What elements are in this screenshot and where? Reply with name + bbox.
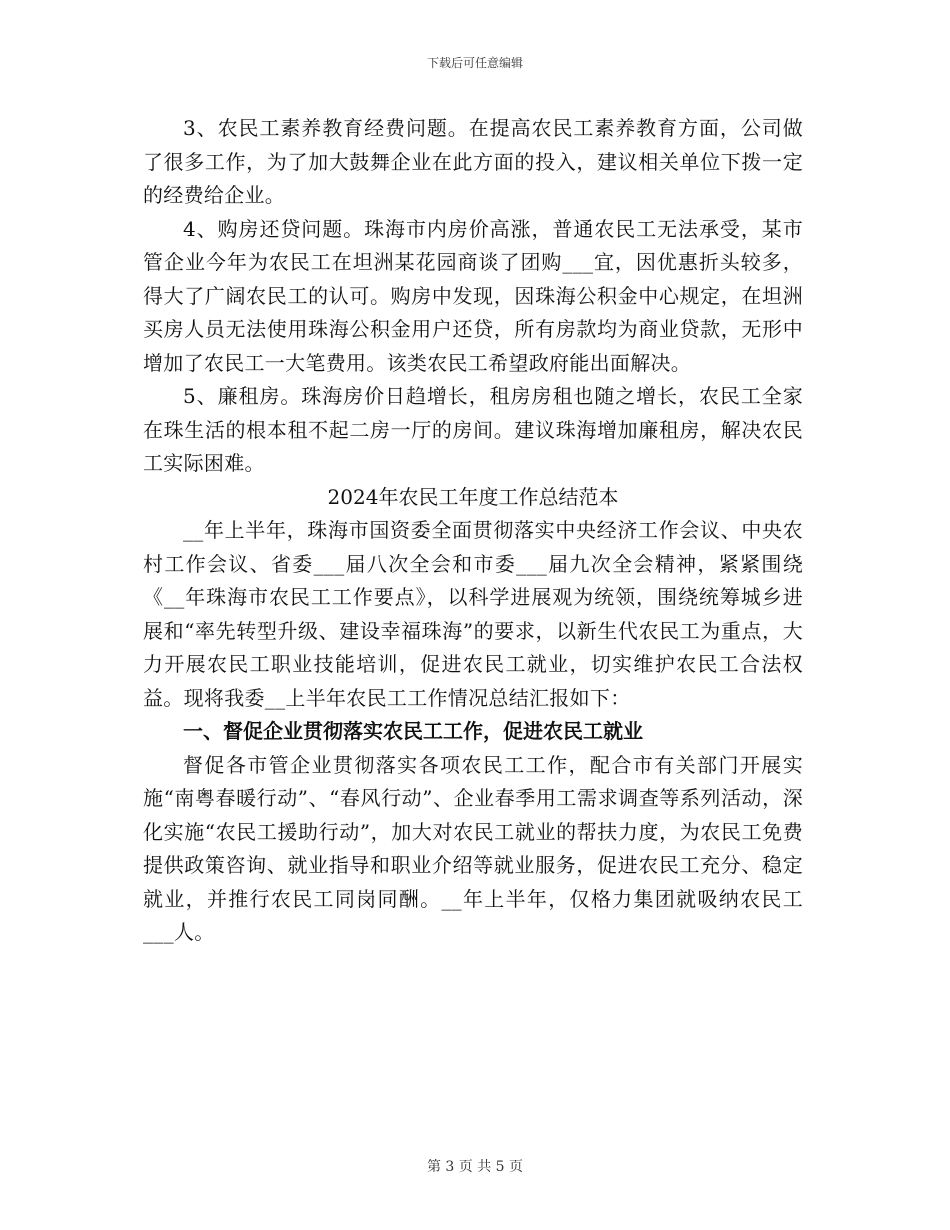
section-heading: 一、督促企业贯彻落实农民工工作，促进农民工就业 (183, 719, 643, 743)
paragraph-item-3: 3、农民工素养教育经费问题。在提高农民工素养教育方面，公司做了很多工作，为了加大鼓舞企业在此方面的投入，建议相关单位下拨一定的经费给企业。 (143, 116, 803, 207)
page-footer: 第 3 页 共 5 页 (426, 1159, 524, 1175)
paragraph-item-5: 5、廉租房。珠海房价日趋增长，租房房租也随之增长，农民工全家在珠生活的根本租不起二房一厅的房间。建议珠海增加廉租房，解决农民工实际困难。 (143, 384, 803, 475)
page-header: 下载后可任意编辑 (426, 56, 523, 70)
section-body: 督促各市管企业贯彻落实各项农民工工作，配合市有关部门开展实施“南粤春暖行动”、“春风行动”、企业春季用工需求调查等系列活动，深化实施“农民工援助行动”，加大对农民工就业的帮扶力度，为农民工免费提供政策咨询、就业指导和职业介绍等就业服务，促进农民工充分、稳定就业，并推行农民工同岗同酬。__年上半年，仅格力集团就吸纳农民工___人。 (143, 752, 803, 944)
document-title: 2024年农民工年度工作总结范本 (327, 484, 619, 509)
paragraph-item-4: 4、购房还贷问题。珠海市内房价高涨，普通农民工无法承受，某市管企业今年为农民工在坦洲某花园商谈了团购___宜，因优惠折头较多，得大了广阔农民工的认可。购房中发现，因珠海公积金中心规定，在坦洲买房人员无法使用珠海公积金用户还贷，所有房款均为商业贷款，无形中增加了农民工一大笔费用。该类农民工希望政府能出面解决。 (143, 216, 803, 375)
intro-paragraph: __年上半年，珠海市国资委全面贯彻落实中央经济工作会议、中央农村工作会议、省委___届八次全会和市委___届九次全会精神，紧紧围绕《__年珠海市农民工工作要点》，以科学进展观为统领，围绕统筹城乡进展和“率先转型升级、建设幸福珠海”的要求，以新生代农民工为重点，大力开展农民工职业技能培训，促进农民工就业，切实维护农民工合法权益。现将我委__上半年农民工工作情况总结汇报如下： (143, 518, 803, 710)
document-body (143, 112, 803, 950)
